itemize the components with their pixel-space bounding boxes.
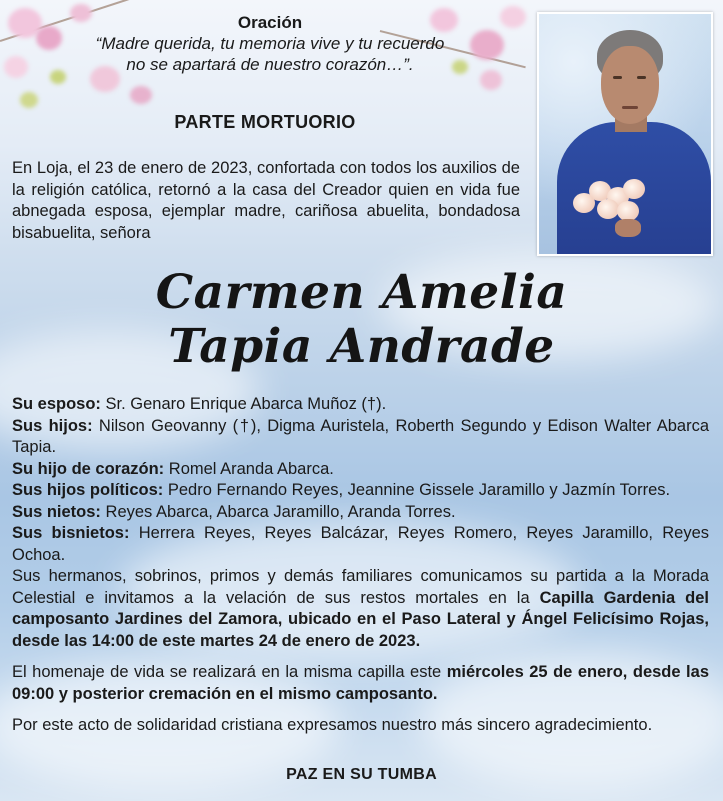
- family-names: Pedro Fernando Reyes, Jeannine Gissele Jaramillo y Jazmín Torres.: [163, 481, 671, 499]
- thanks-paragraph: Por este acto de solidaridad cristiana expresamos nuestro más sincero agradecimiento.: [12, 716, 653, 734]
- family-names: Reyes Abarca, Abarca Jaramillo, Aranda Torres.: [100, 502, 456, 521]
- blossom: [20, 92, 38, 108]
- deceased-name-line: Tapia Andrade: [168, 319, 555, 374]
- notice-title: PARTE MORTUORIO: [174, 112, 356, 132]
- closing-phrase: PAZ EN SU TUMBA: [286, 766, 437, 783]
- family-list: [12, 394, 709, 737]
- family-names: Romel Aranda Abarca.: [164, 459, 334, 478]
- blossom: [500, 6, 526, 28]
- portrait-photo: [537, 12, 713, 256]
- family-entry: [12, 459, 709, 481]
- family-label: Su hijo de corazón:: [12, 459, 165, 478]
- family-label: Sus hijos políticos:: [12, 481, 164, 499]
- family-entry: [12, 480, 709, 502]
- prayer-title: Oración: [237, 13, 303, 32]
- wake-location: Capilla Gardenia del camposanto Jardines del Zamora, ubicado en el Paso Lateral y Ángel Felicísimo Rojas, desde las 14:00 de este martes 24 de enero de 2023.: [12, 588, 709, 650]
- family-label: Sus bisnietos:: [12, 524, 130, 542]
- family-names: Herrera Reyes, Reyes Balcázar, Reyes Romero, Reyes Jaramillo, Reyes Ochoa.: [12, 524, 709, 564]
- family-label: Su esposo:: [12, 395, 101, 413]
- blossom: [130, 86, 152, 104]
- blossom: [4, 56, 28, 78]
- prayer-block: [40, 12, 500, 75]
- family-names: Nilson Geovanny (†), Digma Auristela, Roberth Segundo y Edison Walter Abarca Tapia.: [12, 416, 710, 456]
- intro-paragraph: En Loja, el 23 de enero de 2023, confortada con todos los auxilios de la religión católica, retornó a la casa del Creador quien en vida fue abnegada esposa, ejemplar madre, cariñosa abuelita, bondadosa bisabuelita, señora: [12, 159, 520, 242]
- deceased-name: [0, 266, 723, 374]
- homage-date: miércoles 25 de enero, desde las 09:00 y posterior cremación en el mismo camposanto.: [12, 663, 709, 703]
- family-entry: [12, 416, 709, 459]
- wake-text: Sus hermanos, sobrinos, primos y demás familiares comunicamos su partida a la Morada Celestial e invitamos a la velación de sus restos mortales en la: [12, 567, 709, 607]
- deceased-name-line: Carmen Amelia: [155, 265, 568, 320]
- prayer-line: no se apartará de nuestro corazón…”.: [126, 55, 414, 74]
- family-entry: [12, 502, 709, 524]
- family-entry: [12, 394, 709, 416]
- wake-paragraph: [12, 566, 709, 652]
- homage-text: El homenaje de vida se realizará en la misma capilla este: [12, 663, 447, 681]
- family-entry: [12, 523, 709, 566]
- family-names: Sr. Genaro Enrique Abarca Muñoz (†).: [100, 395, 387, 413]
- family-label: Sus nietos:: [12, 502, 101, 521]
- homage-paragraph: [12, 662, 709, 705]
- family-label: Sus hijos:: [12, 416, 93, 435]
- prayer-line: “Madre querida, tu memoria vive y tu recuerdo: [95, 34, 445, 53]
